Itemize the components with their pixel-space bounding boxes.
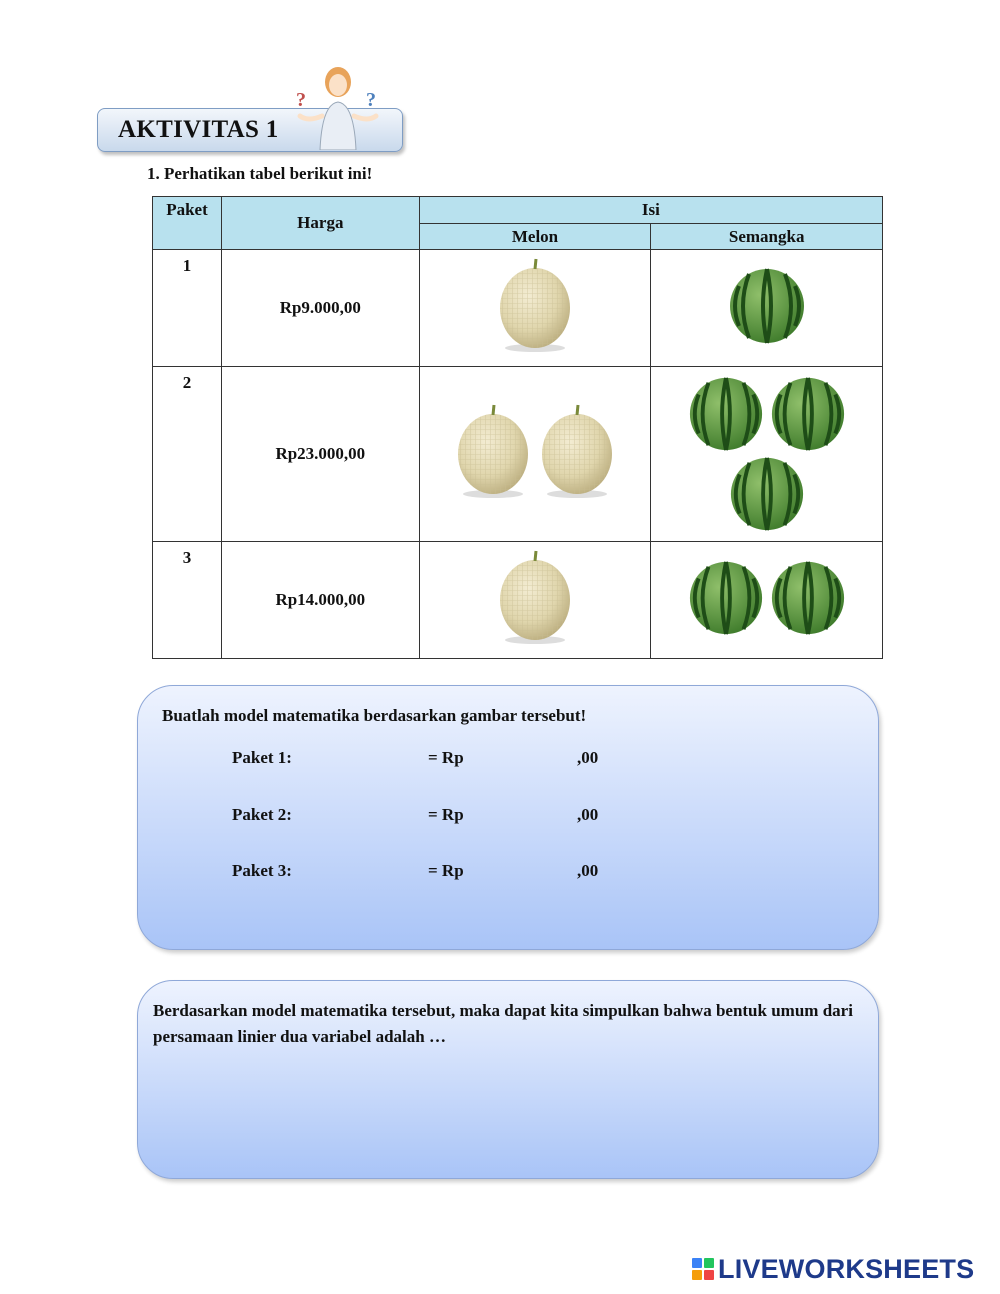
- harga-value: Rp23.000,00: [221, 367, 419, 542]
- header-melon: Melon: [419, 224, 651, 250]
- watermelon-cell: [651, 367, 883, 542]
- logo-text: LIVEWORKSHEETS: [718, 1253, 975, 1284]
- watermelon-icon: [687, 375, 765, 453]
- logo-block: [692, 1270, 702, 1280]
- table-row: [153, 367, 883, 542]
- fruit-price-table: [152, 196, 883, 659]
- header-semangka: Semangka: [651, 224, 883, 250]
- melon-cell: [419, 250, 651, 367]
- svg-text:?: ?: [296, 89, 306, 111]
- paket-1-eq: = Rp: [428, 748, 464, 767]
- logo-blocks-icon: [692, 1258, 714, 1280]
- svg-text:?: ?: [366, 89, 376, 111]
- melon-icon: [453, 402, 533, 502]
- paket-3-dec: ,00: [577, 861, 599, 880]
- paket-number: 3: [153, 542, 222, 659]
- thinking-woman-icon: [282, 64, 392, 150]
- table-row: [153, 250, 883, 367]
- logo-block: [704, 1270, 714, 1280]
- paket-3-eq: = Rp: [428, 861, 464, 880]
- melon-cell: [419, 367, 651, 542]
- table-row: [153, 542, 883, 659]
- logo-block: [704, 1258, 714, 1268]
- logo-block: [692, 1258, 702, 1268]
- melon-icon: [537, 402, 617, 502]
- liveworksheets-logo: [692, 1254, 974, 1284]
- paket-number: 1: [153, 250, 222, 367]
- watermelon-cell: [651, 250, 883, 367]
- paket-3-label: Paket 3:: [232, 861, 292, 880]
- header-isi: Isi: [419, 197, 882, 224]
- melon-icon: [495, 548, 575, 648]
- paket-1-label: Paket 1:: [232, 748, 292, 767]
- math-model-title: Buatlah model matematika berdasarkan gambar tersebut!: [162, 706, 587, 725]
- watermelon-icon: [687, 559, 765, 637]
- harga-value: Rp9.000,00: [221, 250, 419, 367]
- melon-icon: [495, 256, 575, 356]
- watermelon-cell: [651, 542, 883, 659]
- header-paket: Paket: [153, 197, 222, 250]
- paket-2-label: Paket 2:: [232, 805, 292, 824]
- watermelon-icon: [769, 375, 847, 453]
- paket-number: 2: [153, 367, 222, 542]
- harga-value: Rp14.000,00: [221, 542, 419, 659]
- paket-2-eq: = Rp: [428, 805, 464, 824]
- header-harga: Harga: [221, 197, 419, 250]
- watermelon-icon: [769, 559, 847, 637]
- watermelon-icon: [728, 455, 806, 533]
- conclusion-text: Berdasarkan model matematika tersebut, maka dapat kita simpulkan bahwa bentuk umum dari persamaan linier dua variabel adalah …: [153, 1001, 853, 1046]
- instruction-text: 1. Perhatikan tabel berikut ini!: [147, 164, 373, 183]
- watermelon-icon: [727, 266, 807, 346]
- melon-cell: [419, 542, 651, 659]
- paket-1-dec: ,00: [577, 748, 599, 767]
- paket-2-dec: ,00: [577, 805, 599, 824]
- activity-title: AKTIVITAS 1: [118, 116, 279, 143]
